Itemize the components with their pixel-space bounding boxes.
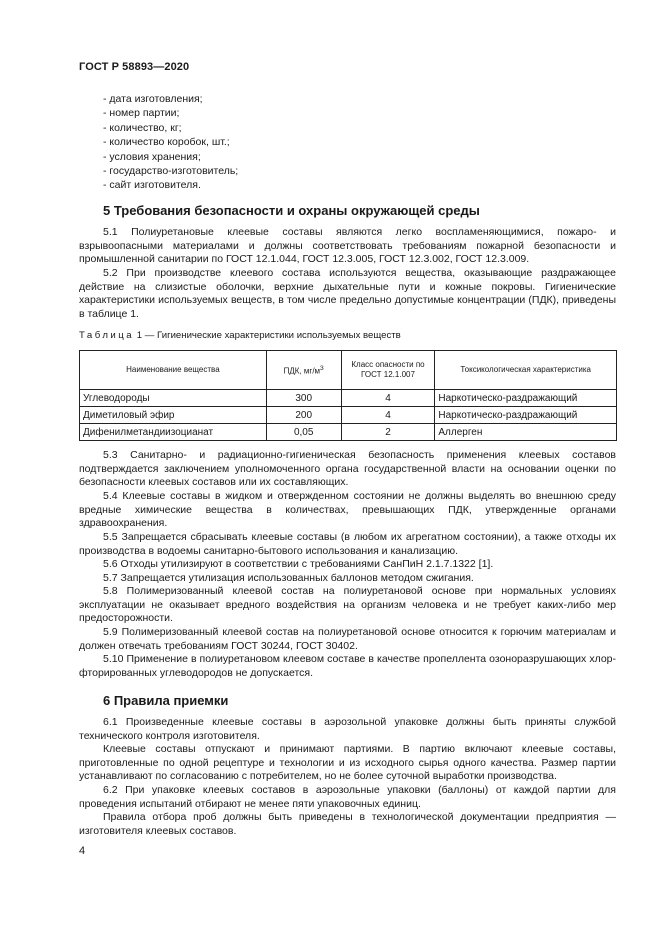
list-item: - количество, кг;	[103, 121, 182, 134]
paragraph-6-1: 6.1 Произведенные клеевые составы в аэрозольной упаковке должны быть приняты службой технического контроля изготовителя.	[79, 716, 616, 742]
cell-toxicology: Наркотическо-раздражающий	[435, 390, 617, 407]
table-row	[80, 407, 617, 424]
list-item: - условия хранения;	[103, 150, 201, 163]
paragraph-6-2-sampling: Правила отбора проб должны быть приведены в технологической документации предприятия — изготовителя клеевых составов.	[79, 811, 616, 837]
cell-hazard-class: 2	[341, 424, 435, 441]
list-item: - дата изготовления;	[103, 93, 203, 105]
table-row	[80, 390, 617, 407]
table-row	[80, 424, 617, 441]
list-item: - номер партии;	[103, 107, 180, 120]
paragraph-6-1-lots: Клеевые составы отпускают и принимают партиями. В партию включают клеевые составы, приготовленные по одной рецептуре и технологии и из исходного сырья одного качества. Размер партии устанавливают по согласованию с потребителем, но не более суточной выработки производства.	[79, 743, 616, 783]
header-toxicology: Токсикологическая характеристика	[435, 351, 617, 390]
paragraph-5-1: 5.1 Полиуретановые клеевые составы являются легко воспламеняющимися, пожаро- и взрывоопасными материалами и должны соответствовать требованиям пожарной безопасности и промышленной санитарии по ГОСТ 12.1.044, ГОСТ 12.3.005, ГОСТ 12.3.002, ГОСТ 12.3.009.	[79, 226, 616, 266]
standard-header: ГОСТ Р 58893—2020	[79, 61, 190, 73]
hygiene-table	[79, 350, 617, 441]
paragraph-5-5: 5.5 Запрещается сбрасывать клеевые составы (в любом их агрегатном состоянии), а также отходы их производства в водоемы санитарно-бытового использования и канализацию.	[79, 531, 616, 557]
header-substance: Наименование вещества	[80, 351, 267, 390]
table-header-row	[80, 351, 617, 390]
header-pdk-sup: 3	[320, 364, 324, 372]
list-item: - количество коробок, шт.;	[103, 136, 230, 149]
cell-hazard-class: 4	[341, 390, 435, 407]
cell-pdk: 300	[266, 390, 341, 407]
paragraph-5-3: 5.3 Санитарно- и радиационно-гигиеническая безопасность применения клеевых составов подтверждается заключением уполномоченного органа государственной власти на основании оценки по безопасности клеевых составов или их составляющих.	[79, 449, 616, 489]
section-6-title: 6 Правила приемки	[103, 693, 229, 708]
cell-toxicology: Наркотическо-раздражающий	[435, 407, 617, 424]
table-caption	[79, 330, 401, 341]
cell-pdk: 200	[266, 407, 341, 424]
table-caption-label: Таблица	[79, 330, 135, 341]
table-caption-text: 1 — Гигиенические характеристики используемых веществ	[136, 330, 401, 341]
list-item: - сайт изготовителя.	[103, 179, 201, 192]
cell-substance: Дифенилметандиизоцианат	[80, 424, 267, 441]
paragraph-5-4: 5.4 Клеевые составы в жидком и отвержденном состоянии не должны выделять во внешнюю среду вредные химические вещества в количествах, превышающих ПДК, утвержденные органами здравоохранения.	[79, 490, 616, 530]
marking-list	[103, 92, 238, 193]
section-5-title: 5 Требования безопасности и охраны окружающей среды	[103, 203, 480, 218]
paragraph-5-8: 5.8 Полимеризованный клеевой состав на полиуретановой основе при нормальных условиях эксплуатации не оказывает вредного воздействия на организм человека и не требует каких-либо мер предосторожности.	[79, 585, 616, 625]
paragraph-6-2: 6.2 При упаковке клеевых составов в аэрозольные упаковки (баллоны) от каждой партии для проведения испытаний отбирают не менее пяти упаковочных единиц.	[79, 784, 616, 810]
paragraph-5-2: 5.2 При производстве клеевого состава используются вещества, оказывающие раздражающее действие на слизистые оболочки, верхние дыхательные пути и кожные покровы. Гигиенические характеристики используемых веществ, в том числе предельно допустимые концентрации (ПДК), приведены в таблице 1.	[79, 267, 616, 320]
header-pdk	[266, 351, 341, 390]
list-item: - государство-изготовитель;	[103, 165, 239, 178]
paragraph-5-9: 5.9 Полимеризованный клеевой состав на полиуретановой основе относится к горючим материалам и должен отвечать требованиям ГОСТ 30244, ГОСТ 30402.	[79, 626, 616, 652]
paragraph-5-10: 5.10 Применение в полиуретановом клеевом составе в качестве пропеллента озоноразрушающих хлор-фторированных углеводородов не допускается.	[79, 653, 616, 679]
header-pdk-text: ПДК, мг/м	[283, 366, 321, 376]
page-number: 4	[79, 845, 86, 857]
cell-pdk: 0,05	[266, 424, 341, 441]
cell-substance: Диметиловый эфир	[80, 407, 267, 424]
cell-hazard-class: 4	[341, 407, 435, 424]
paragraph-5-6: 5.6 Отходы утилизируют в соответствии с требованиями СанПиН 2.1.7.1322 [1].	[103, 558, 494, 570]
header-hazard-class: Класс опасности по ГОСТ 12.1.007	[341, 351, 435, 390]
paragraph-5-7: 5.7 Запрещается утилизация использованных баллонов методом сжигания.	[103, 572, 474, 584]
cell-substance: Углеводороды	[80, 390, 267, 407]
cell-toxicology: Аллерген	[435, 424, 617, 441]
